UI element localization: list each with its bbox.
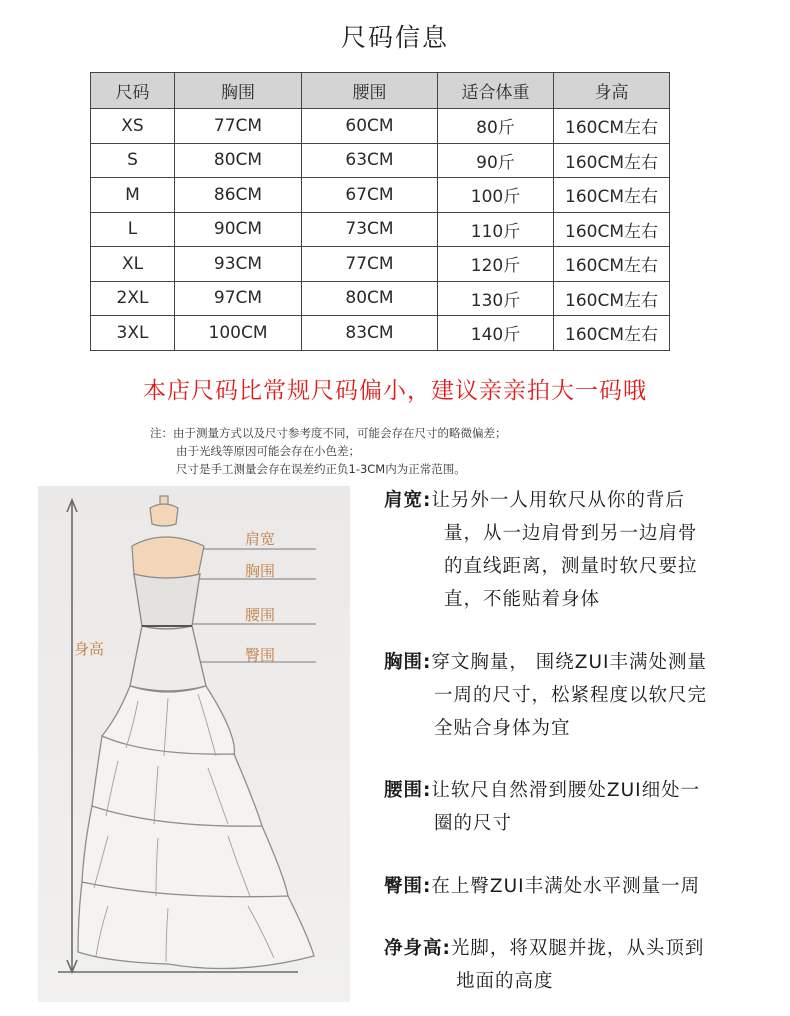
desc-hip: 臀围:在上臀ZUI丰满处水平测量一周 xyxy=(384,876,701,897)
cell-chest: 86CM xyxy=(175,178,302,213)
cell-height: 160CM左右 xyxy=(554,212,670,247)
label-height: 身高 xyxy=(74,640,105,658)
cell-size: L xyxy=(91,212,175,247)
cell-height: 160CM左右 xyxy=(554,316,670,351)
desc-waist: 腰围:让软尺自然滑到腰处ZUI细处一 圈的尺寸 xyxy=(384,780,701,834)
cell-height: 160CM左右 xyxy=(554,281,670,316)
note-line-3: 尺寸是手工测量会存在误差约正负1-3CM内为正常范围。 xyxy=(176,462,466,476)
cell-weight: 110斤 xyxy=(438,212,554,247)
desc-shoulder: 肩宽:让另外一人用软尺从你的背后 量，从一边肩骨到另一边肩骨 的直线距离，测量时软尺要拉 直，不能贴着身体 xyxy=(384,490,698,610)
measurement-note xyxy=(150,424,507,478)
table-row xyxy=(91,109,670,144)
note-line-2: 由于光线等原因可能会存在小色差； xyxy=(176,444,360,458)
cell-size: XS xyxy=(91,109,175,144)
cell-waist: 60CM xyxy=(302,109,438,144)
cell-waist: 77CM xyxy=(302,247,438,282)
cell-weight: 90斤 xyxy=(438,143,554,178)
header-chest: 胸围 xyxy=(175,73,302,109)
ruffles xyxy=(78,686,314,969)
header-weight: 适合体重 xyxy=(438,73,554,109)
cell-height: 160CM左右 xyxy=(554,143,670,178)
skirt-hip xyxy=(130,626,206,691)
cell-height: 160CM左右 xyxy=(554,178,670,213)
measurement-figure xyxy=(38,486,350,1002)
cell-height: 160CM左右 xyxy=(554,109,670,144)
table-row xyxy=(91,316,670,351)
cell-chest: 93CM xyxy=(175,247,302,282)
header-height: 身高 xyxy=(554,73,670,109)
cell-chest: 80CM xyxy=(175,143,302,178)
cell-chest: 100CM xyxy=(175,316,302,351)
mannequin-dress-illustration xyxy=(38,486,350,1002)
cell-size: XL xyxy=(91,247,175,282)
cell-size: S xyxy=(91,143,175,178)
table-row xyxy=(91,143,670,178)
desc-height: 净身高:光脚，将双腿并拢，从头顶到 地面的高度 xyxy=(384,938,705,992)
cell-chest: 90CM xyxy=(175,212,302,247)
cell-weight: 120斤 xyxy=(438,247,554,282)
label-shoulder: 肩宽 xyxy=(245,530,276,548)
table-row xyxy=(91,247,670,282)
desc-chest: 胸围:穿文胸量， 围绕ZUI丰满处测量 一周的尺寸，松紧程度以软尺完 全贴合身体为宜 xyxy=(384,652,708,739)
cell-waist: 80CM xyxy=(302,281,438,316)
cell-size: 3XL xyxy=(91,316,175,351)
cell-waist: 73CM xyxy=(302,212,438,247)
note-line-1: 注：由于测量方式以及尺寸参考度不同，可能会存在尺寸的略微偏差； xyxy=(150,426,507,440)
table-row xyxy=(91,178,670,213)
cell-weight: 80斤 xyxy=(438,109,554,144)
cell-waist: 83CM xyxy=(302,316,438,351)
label-waist: 腰围 xyxy=(245,606,276,624)
cell-waist: 67CM xyxy=(302,178,438,213)
cell-waist: 63CM xyxy=(302,143,438,178)
label-hip: 臀围 xyxy=(245,646,276,664)
cell-size: 2XL xyxy=(91,281,175,316)
cell-chest: 97CM xyxy=(175,281,302,316)
header-waist: 腰围 xyxy=(302,73,438,109)
table-row xyxy=(91,212,670,247)
header-size: 尺码 xyxy=(91,73,175,109)
cell-chest: 77CM xyxy=(175,109,302,144)
bodice xyxy=(134,574,200,629)
cell-weight: 140斤 xyxy=(438,316,554,351)
cell-weight: 130斤 xyxy=(438,281,554,316)
cell-weight: 100斤 xyxy=(438,178,554,213)
page-title: 尺码信息 xyxy=(340,23,449,52)
cell-size: M xyxy=(91,178,175,213)
size-table xyxy=(90,72,670,351)
table-header-row xyxy=(91,73,670,109)
table-row xyxy=(91,281,670,316)
cell-height: 160CM左右 xyxy=(554,247,670,282)
label-chest: 胸围 xyxy=(245,562,276,580)
size-notice: 本店尺码比常规尺码偏小，建议亲亲拍大一码哦 xyxy=(143,378,647,404)
mannequin xyxy=(132,496,204,579)
